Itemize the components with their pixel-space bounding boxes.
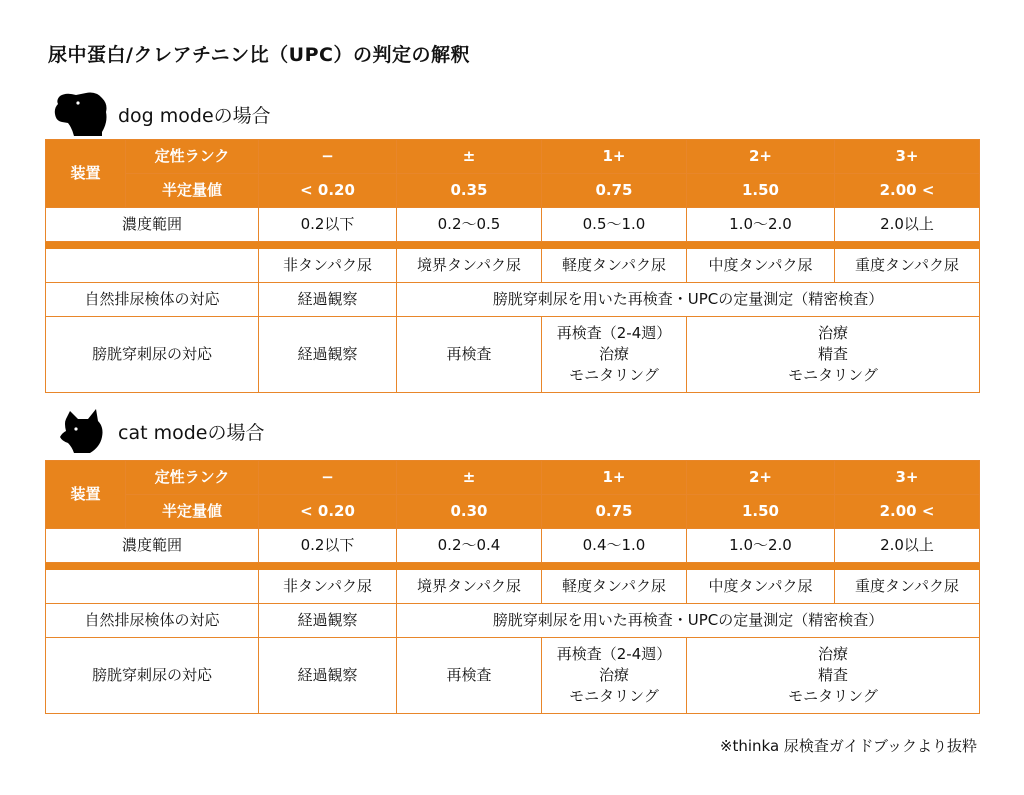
value-cell: 1.50	[687, 174, 835, 208]
dog-table	[45, 139, 980, 393]
cat-mode-header	[52, 407, 264, 455]
category-cell: 境界タンパク尿	[397, 570, 542, 604]
rank-cell: 3+	[835, 140, 980, 174]
category-cell: 境界タンパク尿	[397, 249, 542, 283]
value-cell: 0.75	[542, 174, 687, 208]
table-row	[46, 140, 980, 174]
cysto-observe-cell: 経過観察	[259, 638, 397, 714]
rank-cell: 3+	[835, 461, 980, 495]
range-cell: 1.0〜2.0	[687, 208, 835, 242]
dog-mode-label: dog modeの場合	[118, 104, 271, 127]
empty-cell	[46, 249, 259, 283]
dog-icon	[52, 90, 110, 138]
rank-cell: ±	[397, 461, 542, 495]
cysto-urine-header: 膀胱穿刺尿の対応	[46, 638, 259, 714]
dog-mode-header	[52, 90, 271, 138]
value-cell: 2.00 <	[835, 174, 980, 208]
device-header: 装置	[46, 140, 126, 208]
category-cell: 軽度タンパク尿	[542, 249, 687, 283]
natural-observe-cell: 経過観察	[259, 283, 397, 317]
value-cell: 0.35	[397, 174, 542, 208]
range-cell: 1.0〜2.0	[687, 529, 835, 563]
table-row	[46, 604, 980, 638]
category-cell: 中度タンパク尿	[687, 570, 835, 604]
range-cell: 0.4〜1.0	[542, 529, 687, 563]
category-cell: 非タンパク尿	[259, 249, 397, 283]
table-row	[46, 249, 980, 283]
value-cell: 0.30	[397, 495, 542, 529]
rank-cell: −	[259, 461, 397, 495]
separator-row	[46, 563, 980, 570]
range-cell: 0.2〜0.5	[397, 208, 542, 242]
table-row	[46, 317, 980, 393]
cat-mode-label: cat modeの場合	[118, 421, 265, 444]
cysto-urine-header: 膀胱穿刺尿の対応	[46, 317, 259, 393]
cysto-severe-cell: 治療 精査 モニタリング	[687, 317, 980, 393]
table-row	[46, 208, 980, 242]
category-cell: 非タンパク尿	[259, 570, 397, 604]
cysto-observe-cell: 経過観察	[259, 317, 397, 393]
value-cell: 0.75	[542, 495, 687, 529]
value-cell: < 0.20	[259, 495, 397, 529]
table-row	[46, 638, 980, 714]
category-cell: 中度タンパク尿	[687, 249, 835, 283]
qualitative-rank-header: 定性ランク	[126, 461, 259, 495]
category-cell: 重度タンパク尿	[835, 249, 980, 283]
range-cell: 0.2以下	[259, 208, 397, 242]
separator-row	[46, 242, 980, 249]
cysto-recheck-cell: 再検査	[397, 638, 542, 714]
cat-icon	[52, 407, 110, 455]
semi-quant-header: 半定量値	[126, 495, 259, 529]
range-cell: 2.0以上	[835, 208, 980, 242]
natural-recheck-cell: 膀胱穿刺尿を用いた再検査・UPCの定量測定（精密検査）	[397, 283, 980, 317]
value-cell: < 0.20	[259, 174, 397, 208]
range-cell: 0.2以下	[259, 529, 397, 563]
rank-cell: −	[259, 140, 397, 174]
natural-observe-cell: 経過観察	[259, 604, 397, 638]
table-row	[46, 529, 980, 563]
range-cell: 2.0以上	[835, 529, 980, 563]
category-cell: 軽度タンパク尿	[542, 570, 687, 604]
range-cell: 0.5〜1.0	[542, 208, 687, 242]
cat-table	[45, 460, 980, 714]
cysto-mild-cell: 再検査（2-4週） 治療 モニタリング	[542, 317, 687, 393]
empty-cell	[46, 570, 259, 604]
category-cell: 重度タンパク尿	[835, 570, 980, 604]
qualitative-rank-header: 定性ランク	[126, 140, 259, 174]
source-note: ※thinka 尿検査ガイドブックより抜粋	[719, 737, 977, 755]
range-cell: 0.2〜0.4	[397, 529, 542, 563]
device-header: 装置	[46, 461, 126, 529]
cysto-mild-cell: 再検査（2-4週） 治療 モニタリング	[542, 638, 687, 714]
page-title: 尿中蛋白/クレアチニン比（UPC）の判定の解釈	[48, 44, 470, 66]
table-row	[46, 174, 980, 208]
rank-cell: 2+	[687, 140, 835, 174]
value-cell: 2.00 <	[835, 495, 980, 529]
rank-cell: 2+	[687, 461, 835, 495]
table-row	[46, 283, 980, 317]
conc-range-header: 濃度範囲	[46, 208, 259, 242]
cysto-severe-cell: 治療 精査 モニタリング	[687, 638, 980, 714]
conc-range-header: 濃度範囲	[46, 529, 259, 563]
table-row	[46, 461, 980, 495]
cysto-recheck-cell: 再検査	[397, 317, 542, 393]
natural-urine-header: 自然排尿検体の対応	[46, 604, 259, 638]
natural-recheck-cell: 膀胱穿刺尿を用いた再検査・UPCの定量測定（精密検査）	[397, 604, 980, 638]
value-cell: 1.50	[687, 495, 835, 529]
table-row	[46, 495, 980, 529]
natural-urine-header: 自然排尿検体の対応	[46, 283, 259, 317]
semi-quant-header: 半定量値	[126, 174, 259, 208]
rank-cell: 1+	[542, 461, 687, 495]
rank-cell: 1+	[542, 140, 687, 174]
table-row	[46, 570, 980, 604]
rank-cell: ±	[397, 140, 542, 174]
